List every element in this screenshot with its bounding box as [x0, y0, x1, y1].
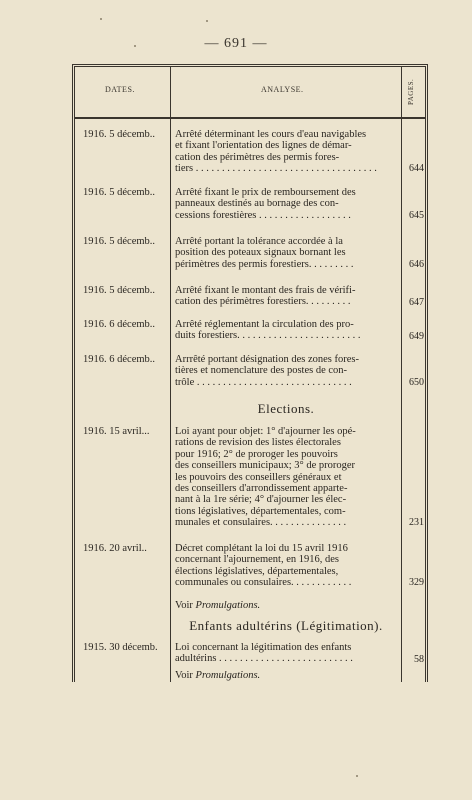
- header-rule: [75, 117, 425, 119]
- paper-speck: [134, 45, 136, 47]
- analysis-line: Arrêté fixant le prix de remboursement des: [175, 187, 356, 198]
- analysis-line: Arrêté déterminant les cours d'eau navigables: [175, 129, 367, 140]
- analysis-line: rations de revision des listes électorales: [175, 437, 341, 449]
- column-header-pages: PAGES.: [407, 78, 415, 105]
- analysis-line: panneaux destinés au bornage des con-: [175, 198, 339, 210]
- row-page: 647: [409, 297, 424, 308]
- row-analysis: [175, 285, 399, 308]
- row-page: 646: [409, 259, 424, 270]
- row-page: 645: [409, 210, 424, 221]
- see-also-reference: [175, 670, 260, 681]
- page-number: — 691 —: [204, 36, 268, 51]
- row-date: 1916. 6 décemb..: [83, 354, 156, 365]
- analysis-line: nant à la 1re série; 4° d'ajourner les élec-: [175, 494, 347, 506]
- section-title-elections: Elections.: [257, 401, 315, 416]
- analysis-line: les pouvoirs des conseillers généraux et: [175, 471, 342, 483]
- row-date: 1916. 5 décemb..: [83, 285, 156, 296]
- row-date: 1916. 6 décemb..: [83, 319, 156, 330]
- see-also-prefix: Voir: [175, 670, 196, 681]
- analysis-line: tières et nomenclature des postes de con-: [175, 365, 348, 377]
- row-date: 1916. 5 décemb..: [83, 236, 156, 247]
- analysis-line: Loi concernant la légitimation des enfants: [175, 642, 352, 653]
- row-page: 644: [409, 163, 424, 174]
- row-date: 1916. 20 avril..: [83, 543, 147, 554]
- analysis-line: position des poteaux signaux bornant les: [175, 247, 346, 259]
- row-page: 231: [409, 517, 424, 528]
- row-date: 1915. 30 décemb.: [83, 642, 158, 653]
- analysis-line: Arrêté portant la tolérance accordée à la: [175, 236, 343, 247]
- row-analysis: [175, 129, 399, 175]
- analysis-line: concernant l'ajournement, en 1916, des: [175, 554, 340, 566]
- row-analysis: [175, 642, 399, 665]
- analysis-line: adultérins . . . . . . . . . . . . . . . . . . . . . . . . . .: [175, 653, 353, 665]
- row-page: 649: [409, 331, 424, 342]
- analysis-line: Arrêté réglementant la circulation des pro-: [175, 319, 354, 330]
- row-date: 1916. 5 décemb..: [83, 129, 156, 140]
- column-divider-dates: [170, 67, 171, 682]
- analysis-line: pour 1916; 2° de proroger les pouvoirs: [175, 448, 338, 460]
- index-table: [72, 64, 428, 682]
- analysis-line: trôle . . . . . . . . . . . . . . . . . . . . . . . . . . . . . .: [175, 376, 352, 388]
- analysis-line: tions législatives, départementales, com-: [175, 505, 346, 517]
- paper-speck: [206, 20, 208, 22]
- analysis-line: cessions forestières . . . . . . . . . . . . . . . . . .: [175, 209, 351, 221]
- paper-speck: [100, 18, 102, 20]
- analysis-line: cation des périmètres des permis fores-: [175, 151, 340, 163]
- analysis-line: Arrêté fixant le montant des frais de vérifi-: [175, 285, 356, 296]
- analysis-line: Arrrêté portant désignation des zones fores-: [175, 354, 359, 365]
- analysis-line: des conseillers d'arrondissement apparte-: [175, 483, 348, 495]
- analysis-line: munales et consulaires. . . . . . . . . . . . . . .: [175, 517, 347, 529]
- analysis-line: périmètres des permis forestiers. . . . . . . . .: [175, 258, 354, 270]
- analysis-line: des conseillers municipaux; 3° de proroger: [175, 460, 356, 472]
- row-analysis: [175, 236, 399, 270]
- row-analysis: [175, 426, 399, 529]
- row-page: 58: [414, 654, 424, 665]
- row-analysis: [175, 319, 399, 342]
- analysis-line: Loi ayant pour objet: 1° d'ajourner les opé-: [175, 426, 356, 437]
- column-header-dates: DATES.: [105, 85, 135, 94]
- analysis-line: tiers . . . . . . . . . . . . . . . . . . . . . . . . . . . . . . . . . . .: [175, 163, 377, 175]
- analysis-line: communales ou consulaires. . . . . . . . . . . .: [175, 577, 352, 589]
- row-date: 1916. 15 avril...: [83, 426, 150, 437]
- analysis-line: duits forestiers. . . . . . . . . . . . . . . . . . . . . . . .: [175, 330, 361, 342]
- see-also-prefix: Voir: [175, 600, 196, 611]
- analysis-line: élections législatives, départementales,: [175, 565, 339, 577]
- see-also-reference: [175, 600, 260, 611]
- analysis-line: et fixant l'orientation des lignes de démar-: [175, 140, 352, 152]
- row-analysis: [175, 354, 399, 388]
- column-divider-pages: [401, 67, 402, 682]
- column-header-analyse: ANALYSE.: [261, 85, 304, 94]
- analysis-line: Décret complétant la loi du 15 avril 1916: [175, 543, 348, 554]
- analysis-line: cation des périmètres forestiers. . . . . . . . .: [175, 296, 351, 308]
- paper-speck: [356, 775, 358, 777]
- row-page: 329: [409, 577, 424, 588]
- section-title-enfants-adulterins: Enfants adultérins (Légitimation).: [189, 618, 383, 633]
- row-date: 1916. 5 décemb..: [83, 187, 156, 198]
- see-also-target: Promulgations.: [195, 600, 261, 611]
- row-page: 650: [409, 377, 424, 388]
- see-also-target: Promulgations.: [195, 670, 261, 681]
- row-analysis: [175, 543, 399, 589]
- row-analysis: [175, 187, 399, 221]
